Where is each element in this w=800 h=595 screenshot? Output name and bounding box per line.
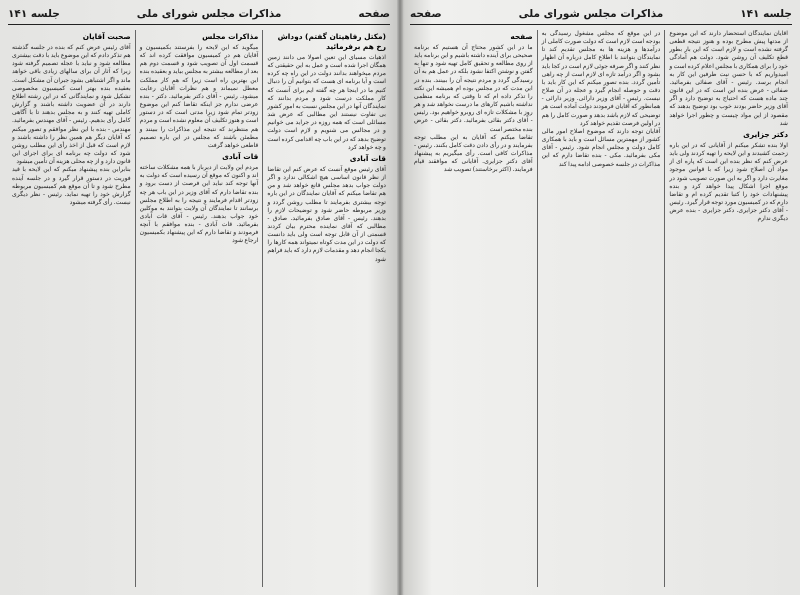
column-subhead: مذاکرات مجلس — [202, 32, 259, 41]
header-rule — [8, 24, 390, 25]
text-column — [136, 30, 264, 587]
column-text: در این موقع که مجلس مشغول رسیدگی به بودجه است لازم است که دولت صورت کاملی از درآمدها و هزینه ها به مجلس تقدیم کند تا نمایندگان بتوانند با اطلاع کامل درباره آن اظهار نظر کنند و اگر صرفه جوئی لازم است در کجا باید بشود و اگر درآمد تازه ای لازم است از چه راهی تأمین گردد. بنده تصور میکنم که این کار باید با دقت و حوصله انجام گیرد و عجله در آن صلاح نیست. رئیس - آقای وزیر دارائی. وزیر دارائی - همانطور که آقایان فرمودند دولت آماده است هر توضیحی که لازم باشد بدهد و صورت کامل را هم در اولین فرصت تقدیم خواهد کرد — [541, 30, 661, 127]
column-text: ما در این کشور محتاج آن هستیم که برنامه صحیحی برای آینده داشته باشیم و این برنامه باید از روی مطالعه و تحقیق کامل تهیه شود و تنها به گفتن و نوشتن اکتفا نشود بلکه در عمل هم به آن رسیدگی گردد و مردم نتیجه آن را ببینند. بنده در این مدت که در مجلس بوده ام همیشه این نکته را تذکر داده ام که تا وقتی که برنامه منظمی نداشته باشیم کارهای ما درست نخواهد شد و هر روز با مشکلات تازه ای روبرو خواهیم بود. رئیس - آقای دکتر بقائی بفرمائید. دکتر بقائی - عرض بنده مختصر است — [413, 44, 533, 133]
column-text: اذهیات مسیای این تعین اصولا می دانند زمین همگان اجرا شده است و عمل به این حقیقتی که مردم میخواهند بدانند دولت در این راه چه کرده است و آیا برنامه ای هست که بتوانیم آن را دنبال کنیم ما در اینجا هر چه گفته ایم برای آنست که کار مملکت درست شود و مردم بدانند که نمایندگان آنها در این مجلس نسبت به امور کشور بی تفاوت نیستند این مطالبی که عرض شد مسائلی است که همه روزه در جراید می خوانیم و در مجالس می شنویم و لازم است دولت توضیح بدهد که در این باب چه اقدامی کرده است و چه خواهد کرد — [267, 54, 386, 151]
column-subhead: صحبت آقایان — [82, 32, 131, 41]
column-text: مردم این ولایت از دیرباز با همه مشکلات ساخته اند و اکنون که موقع آن رسیده است که دولت به آنها توجه کند نباید این فرصت از دست برود و بنده تقاضا دارم که آقای وزیر در این باب هر چه زودتر اقدام فرمایند و نتیجه را به اطلاع مجلس برسانند تا نمایندگان آن ولایت بتوانند به موکلین خود جواب بدهند. رئیس - آقای قات آبادی بفرمائید. قات آبادی - بنده موافقم با آنچه فرمودند و تقاضا دارم که این پیشنهاد بکمیسیون ارجاع شود — [139, 164, 259, 245]
text-column — [8, 30, 136, 587]
text-column — [538, 30, 666, 587]
left-page-header — [8, 6, 390, 22]
left-page-columns — [8, 30, 390, 587]
text-column — [665, 30, 792, 587]
column-text: آقای رئیس عرض کنم که بنده در جلسه گذشته هم تذکر دادم که این موضوع باید با دقت بیشتری مطالعه شود و نباید با عجله تصمیم گرفته شود زیرا که آثار آن برای سالهای زیادی باقی خواهد ماند و اگر اشتباهی بشود جبران آن مشکل است. بعقیده بنده بهتر است کمیسیون مخصوصی تشکیل شود و نمایندگانی که در این رشته اطلاع دارند در آن عضویت داشته باشند و گزارش کاملی تهیه کنند و به مجلس بدهند تا با آگاهی کامل رأی بدهیم. رئیس - آقای مهندس بفرمائید. مهندس - بنده با این نظر موافقم و تصور میکنم که آقایان دیگر هم همین نظر را داشته باشند و لازم است که قبل از اخذ رأی این مطلب روشن شود که دولت چه برنامه ای برای اجرای این قانون دارد و از چه محلی هزینه آن تأمین میشود — [11, 44, 131, 166]
column-text: آقایان توجه دارند که موضوع اصلاح امور مالی کشور از مهمترین مسائل است و باید با همکاری کامل دولت و مجلس انجام شود. رئیس - آقای مکی بفرمائید. مکی - بنده تقاضا دارم که این مذاکرات در جلسه خصوصی ادامه پیدا کند — [541, 127, 661, 168]
right-page-columns — [410, 30, 792, 587]
column-text: بنابراین بنده پیشنهاد میکنم که این لایحه با قید فوریت در دستور قرار گیرد و در جلسه آینده مطرح شود و تا آن موقع هم کمیسیون مربوطه گزارش خود را تهیه نماید. رئیس - نظر دیگری نیست. رأی گرفته میشود — [11, 166, 131, 206]
page-title: مذاکرات مجلس شورای ملی — [136, 8, 282, 20]
speaker-heading: قات آبادی — [349, 153, 386, 163]
right-page-header — [410, 6, 792, 22]
page-label: صفحه — [410, 8, 442, 20]
left-page — [0, 0, 398, 595]
column-subhead: (مکتل رفاهیتان گفتم) دوداش رخ هم برفرمائید — [277, 32, 386, 51]
speaker-heading: دکتر جزایری — [743, 129, 788, 139]
text-column — [263, 30, 390, 587]
column-subhead: صفحه — [510, 32, 533, 41]
speaker-heading: قات آبادی — [222, 152, 259, 162]
column-text: تقاضا میکنم که آقایان به این مطلب توجه بفرمایند و در رأی دادن دقت کامل بکنند. رئیس - مذاکرات کافی است. رأی میگیریم به پیشنهاد آقای دکتر جزایری. آقایانی که موافقند قیام فرمایند. (اکثر برخاستند) تصویب شد — [413, 133, 533, 174]
column-text: آقایان نمایندگان استحضار دارند که این موضوع از مدتها پیش مطرح بوده و هنوز نتیجه قطعی گرفته نشده است و لازم است که این بار بطور قطع تکلیف آن روشن شود. دولت هم آمادگی خود را برای همکاری با مجلس اعلام کرده است و امیدواریم که با حسن نیت طرفین این کار به انجام برسد. رئیس - آقای صفائی بفرمائید. صفائی - عرض بنده این است که در این قانون چند ماده هست که احتیاج به توضیح دارد و اگر آقای وزیر حاضر بودند خوب بود توضیح بدهند که مقصود از این مواد چیست و چطور اجرا خواهد شد — [669, 30, 788, 127]
right-page — [402, 0, 800, 595]
session-number: جلسه ۱۴۱ — [740, 8, 792, 20]
column-text: اولا بنده تشکر میکنم از آقایانی که در این باره زحمت کشیدند و این لایحه را تهیه کردند ولی باید عرض کنم که نظر بنده این است که پاره ای از مواد آن اصلاح شود زیرا که با قوانین موجود مغایرت دارد و اگر به این صورت تصویب شود در موقع اجرا اشکال پیدا خواهد کرد و بنده پیشنهادات خود را کتبا تقدیم کرده ام و تقاضا دارم که در کمیسیون مورد توجه قرار گیرد. رئیس - آقای دکتر جزایری. دکتر جزایری - بنده عرض دیگری ندارم — [669, 141, 788, 223]
page-title: مذاکرات مجلس شورای ملی — [518, 8, 664, 20]
header-rule — [410, 24, 792, 25]
column-text: میگوید که این لایحه را بفرستند بکمیسیون و آقایان هم در کمیسیون موافقت کرده اند که قسمت اول آن تصویب شود و قسمت دوم هم بعد از مطالعه بیشتر به مجلس بیاید و بعقیده بنده این بهترین راه است زیرا که هم کار مملکت معطل نمیماند و هم نظرات آقایان رعایت میشود. رئیس - آقای دکتر بفرمائید. دکتر - بنده عرضی ندارم جز اینکه تقاضا کنم این موضوع زودتر تمام شود زیرا مدتی است که در دستور است و هنوز تکلیف آن معلوم نشده است و مردم هم منتظرند که نتیجه این مذاکرات را ببینند و مطمئن باشند که مجلس در این باره تصمیم قاطعی خواهد گرفت — [139, 44, 259, 149]
session-number: جلسه ۱۴۱ — [8, 8, 60, 20]
page-label: صفحه — [358, 8, 390, 20]
column-text: آقای رئیس موقع آنست که عرض کنم این تقاضا از نظر قانون اساسی هیچ اشکالی ندارد و اگر دولت جواب بدهد مجلس قانع خواهد شد و من هم تقاضا میکنم که آقایان نمایندگان در این باره توجه بیشتری بفرمایند تا مطلب روشن گردد و وزیر مربوطه حاضر شود و توضیحات لازم را بدهند. رئیس - آقای صادق بفرمائید. صادق - مطالبی که آقای نماینده محترم بیان کردند قسمتی از آن قابل توجه است ولی باید دانست که دولت در این مدت کوتاه نمیتواند همه کارها را یکجا انجام دهد و مقدمات لازم دارد که باید فراهم شود — [267, 165, 386, 263]
text-column — [410, 30, 538, 587]
